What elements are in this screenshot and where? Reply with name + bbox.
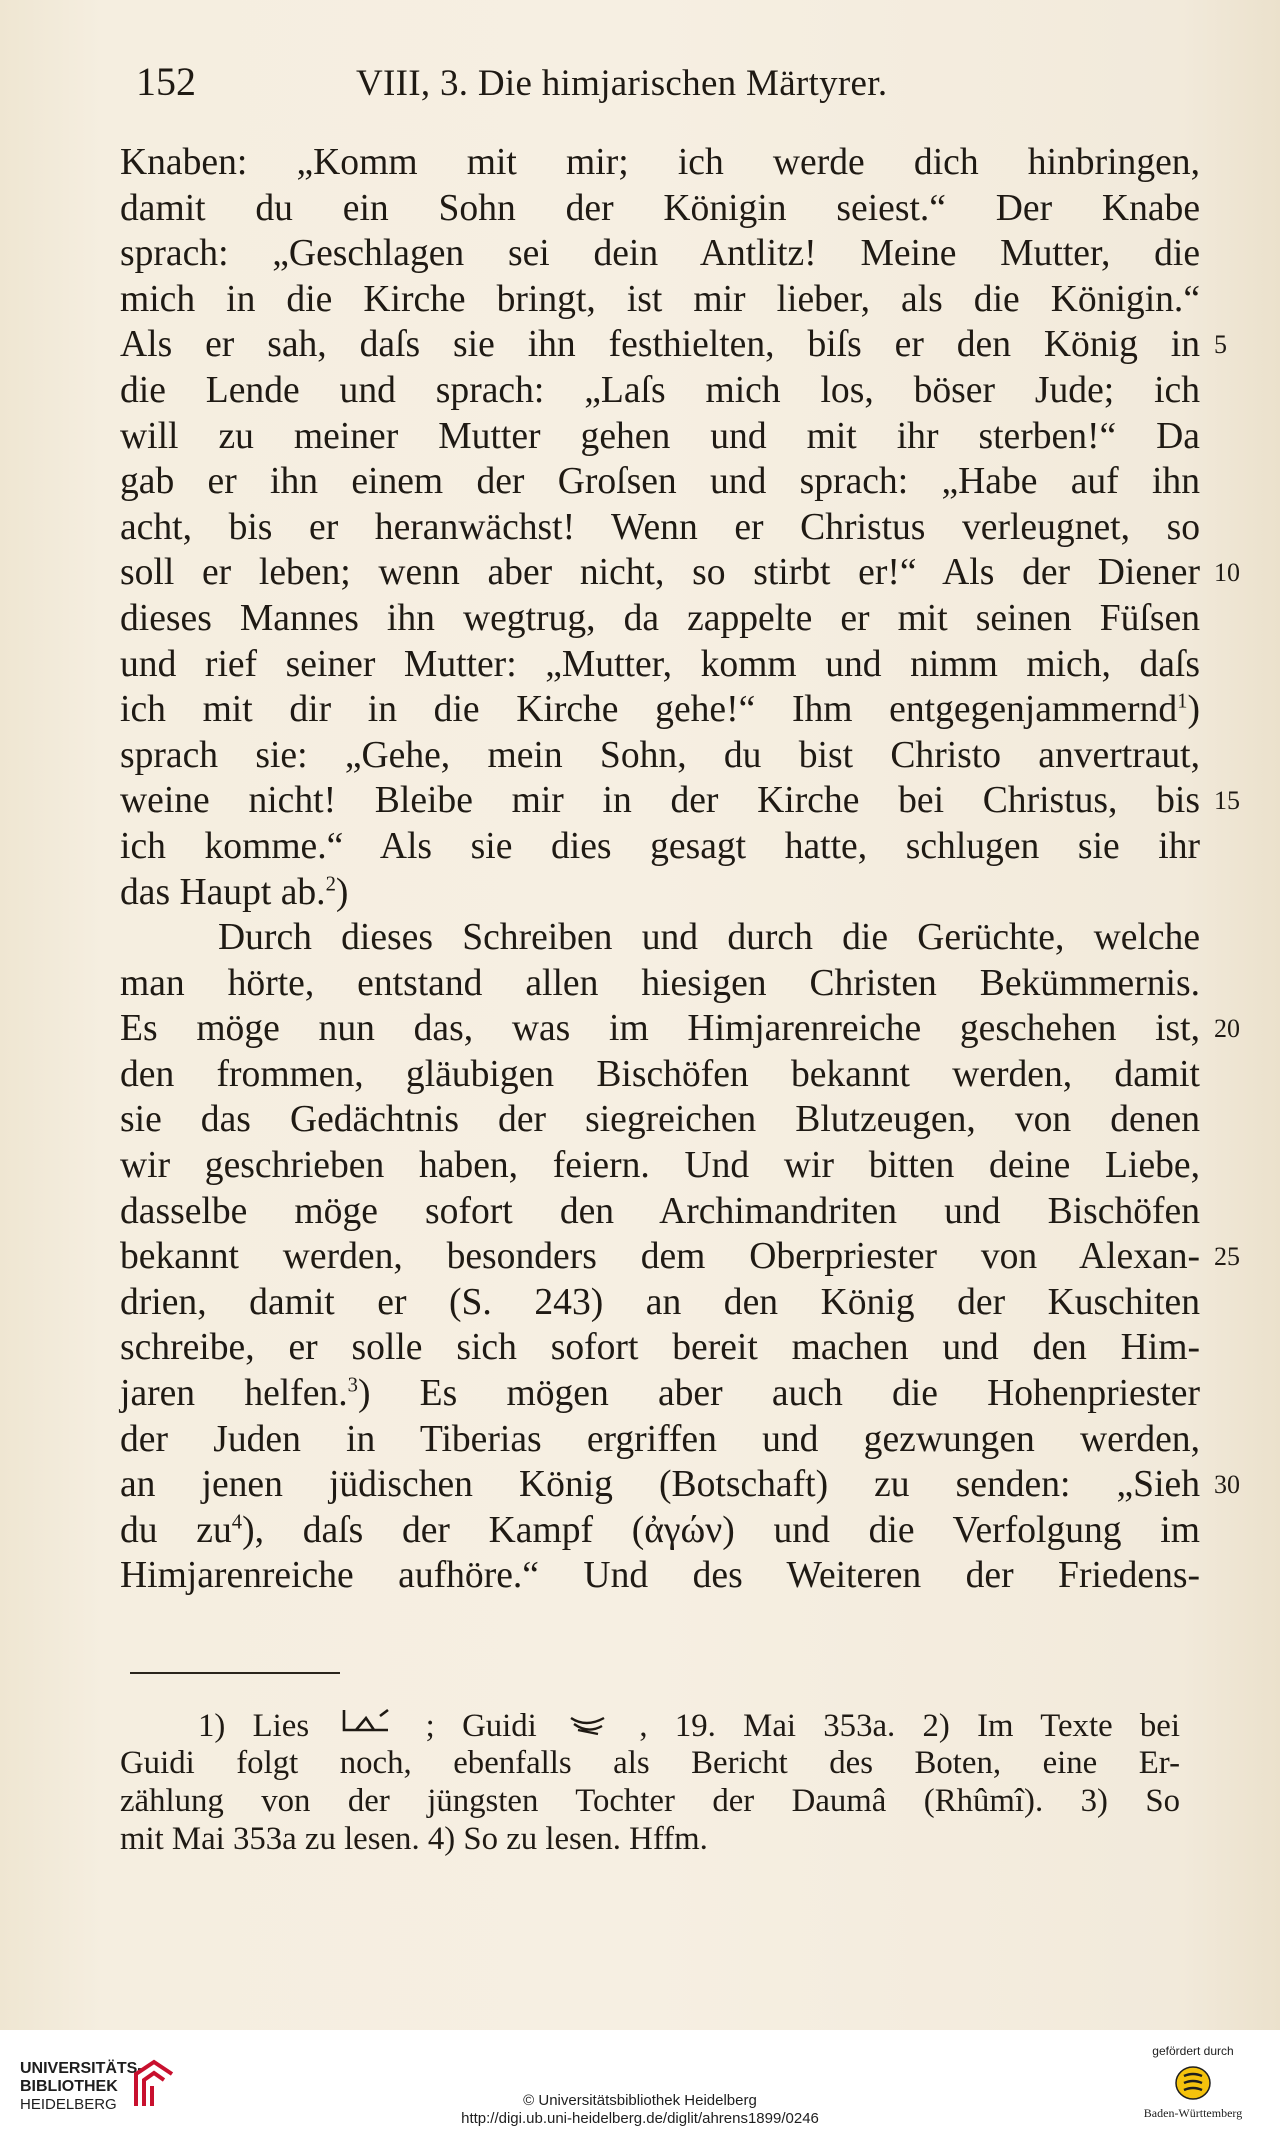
text-line-continuation: ) Es mögen aber auch die Hohenpriester: [357, 1373, 1200, 1415]
text-line: [120, 368, 1200, 414]
text-line: [120, 322, 1227, 368]
text-line-content: Himjarenreiche aufhöre.“ Und des Weiteren der Friedens-: [120, 1555, 1200, 1597]
text-line: [120, 414, 1200, 460]
line-number: 10: [1214, 558, 1240, 588]
text-line-content: dieses Mannes ihn wegtrug, da zappelte er mit seinen Füſsen: [120, 597, 1200, 639]
text-line-content: jaren helfen.: [120, 1373, 348, 1415]
text-line-content: die Lende und sprach: „Laſs mich los, böser Jude; ich: [120, 369, 1200, 411]
text-line: [120, 505, 1200, 551]
line-number: 20: [1214, 1014, 1240, 1044]
text-line-content: mich in die Kirche bringt, ist mir lieber, als die Königin.“: [120, 278, 1200, 320]
library-name-line3: HEIDELBERG: [20, 2096, 117, 2113]
text-line: [120, 1371, 1200, 1417]
text-line-content: man hörte, entstand allen hiesigen Christen Bekümmernis.: [120, 962, 1200, 1004]
footnote-marker: 4: [231, 1511, 243, 1534]
text-line: [120, 596, 1200, 642]
text-line: [120, 824, 1200, 870]
text-line-content: weine nicht! Bleibe mir in der Kirche bei Christus, bis: [120, 780, 1200, 822]
line-number: 5: [1214, 330, 1227, 360]
text-line: [120, 687, 1200, 733]
footnote-marker: 3: [347, 1374, 358, 1397]
text-line: [120, 1280, 1200, 1326]
line-number: 30: [1214, 1470, 1240, 1500]
text-line: [120, 1553, 1200, 1599]
text-line-content: sie das Gedächtnis der siegreichen Blutzeugen, von denen: [120, 1099, 1200, 1141]
text-line-content: Es möge nun das, was im Himjarenreiche geschehen ist,: [120, 1008, 1200, 1050]
footnote-marker: 1: [1177, 690, 1188, 713]
footnote-1-rest: , 19. Mai 353a. 2) Im Texte bei: [639, 1708, 1180, 1744]
footnote-1-text: 1) Lies: [198, 1708, 310, 1744]
text-line: [120, 733, 1200, 779]
footnote-line: zählung von der jüngsten Tochter der Daumâ (Rhûmî). 3) So: [120, 1783, 1180, 1819]
text-line: [120, 961, 1200, 1007]
text-line: [120, 1097, 1200, 1143]
text-line-continuation: ): [335, 871, 349, 913]
text-line-content: das Haupt ab.: [120, 871, 326, 913]
state-crest-icon: [1174, 2064, 1212, 2102]
text-line-continuation: ), daſs der Kampf (ἀγών) und die Verfolgung im: [242, 1509, 1200, 1551]
text-line-content: ich mit dir in die Kirche gehe!“ Ihm entgegenjammernd: [120, 689, 1178, 731]
syriac-word-2: [568, 1706, 608, 1745]
text-line-content: soll er leben; wenn aber nicht, so stirbt er!“ Als der Diener: [120, 552, 1200, 594]
text-line-content: bekannt werden, besonders dem Oberpriester von Alexan-: [120, 1236, 1200, 1278]
text-line: [120, 1189, 1200, 1235]
footnote-line: Guidi folgt noch, ebenfalls als Bericht des Boten, eine Er-: [120, 1745, 1180, 1781]
text-line-continuation: ): [1187, 689, 1200, 731]
text-line: [120, 1234, 1240, 1280]
text-line-content: Durch dieses Schreiben und durch die Gerüchte, welche: [218, 917, 1200, 959]
text-line-content: damit du ein Sohn der Königin seiest.“ Der Knabe: [120, 187, 1200, 229]
library-name-line1: UNIVERSITÄTS-: [20, 2060, 143, 2077]
text-line: [120, 550, 1240, 596]
text-line: [120, 186, 1200, 232]
syriac-word-1: [340, 1706, 394, 1745]
library-name-line2: BIBLIOTHEK: [20, 2078, 118, 2095]
text-line-content: acht, bis er heranwächst! Wenn er Christus verleugnet, so: [120, 506, 1200, 548]
text-line-content: will zu meiner Mutter gehen und mit ihr sterben!“ Da: [120, 415, 1200, 457]
text-line: [120, 231, 1200, 277]
text-line-content: sprach sie: „Gehe, mein Sohn, du bist Christo anvertraut,: [120, 734, 1200, 776]
text-line: [120, 642, 1200, 688]
text-line: [120, 140, 1200, 186]
page-number: 152: [136, 59, 196, 104]
text-line-content: sprach: „Geschlagen sei dein Antlitz! Meine Mutter, die: [120, 233, 1200, 275]
line-number: 25: [1214, 1242, 1240, 1272]
text-line-content: schreibe, er solle sich sofort bereit machen und den Him-: [120, 1327, 1200, 1369]
text-line-content: und rief seiner Mutter: „Mutter, komm und nimm mich, daſs: [120, 643, 1200, 685]
text-line-content: den frommen, gläubigen Bischöfen bekannt werden, damit: [120, 1053, 1200, 1095]
text-line-content: Knaben: „Komm mit mir; ich werde dich hinbringen,: [120, 142, 1200, 183]
text-line-content: wir geschrieben haben, feiern. Und wir bitten deine Liebe,: [120, 1145, 1200, 1187]
text-line-content: an jenen jüdischen König (Botschaft) zu senden: „Sieh: [120, 1464, 1200, 1506]
text-line-content: dasselbe möge sofort den Archimandriten und Bischöfen: [120, 1190, 1200, 1232]
main-text: [120, 140, 1240, 1599]
footnote-rule: [130, 1672, 340, 1674]
text-line-content: ich komme.“ Als sie dies gesagt hatte, schlugen sie ihr: [120, 825, 1200, 867]
running-head: VIII, 3. Die himjarischen Märtyrer.: [356, 63, 888, 104]
sponsor-name: Baden-Württemberg: [1143, 2106, 1243, 2120]
text-line: [120, 459, 1200, 505]
text-line: [120, 1052, 1200, 1098]
sponsor-block: [1128, 2044, 1258, 2121]
footnote-marker: 2: [325, 872, 336, 895]
source-url[interactable]: http://digi.ub.uni-heidelberg.de/diglit/ahrens1899/0246: [461, 2110, 819, 2127]
footnotes: [120, 1706, 1180, 1858]
text-line-content: Als er sah, daſs sie ihn festhielten, biſs er den König in: [120, 324, 1200, 366]
footnote-1-guidi: ; Guidi: [425, 1708, 537, 1744]
text-line: [120, 915, 1200, 961]
text-line: [120, 1143, 1200, 1189]
text-line: [120, 870, 1200, 916]
text-line: [120, 778, 1240, 824]
text-line-content: gab er ihn einem der Groſsen und sprach: „Habe auf ihn: [120, 461, 1200, 503]
text-line: [120, 1508, 1200, 1554]
footnote-line: mit Mai 353a zu lesen. 4) So zu lesen. Hffm.: [120, 1821, 708, 1857]
page-header: [136, 50, 1186, 110]
footnote-line: [120, 1706, 1180, 1744]
text-line: [120, 1006, 1240, 1052]
text-line-content: der Juden in Tiberias ergriffen und gezwungen werden,: [120, 1418, 1200, 1460]
text-line: [120, 1325, 1200, 1371]
digitization-footer: [0, 2030, 1280, 2134]
text-line: [120, 1462, 1240, 1508]
sponsor-label: gefördert durch: [1152, 2044, 1234, 2058]
text-line: [120, 1417, 1200, 1463]
text-line: [120, 277, 1200, 323]
text-line-content: drien, damit er (S. 243) an den König der Kuschiten: [120, 1281, 1200, 1323]
text-line-content: du zu: [120, 1509, 232, 1551]
line-number: 15: [1214, 786, 1240, 816]
copyright-text: © Universitätsbibliothek Heidelberg: [523, 2092, 757, 2109]
